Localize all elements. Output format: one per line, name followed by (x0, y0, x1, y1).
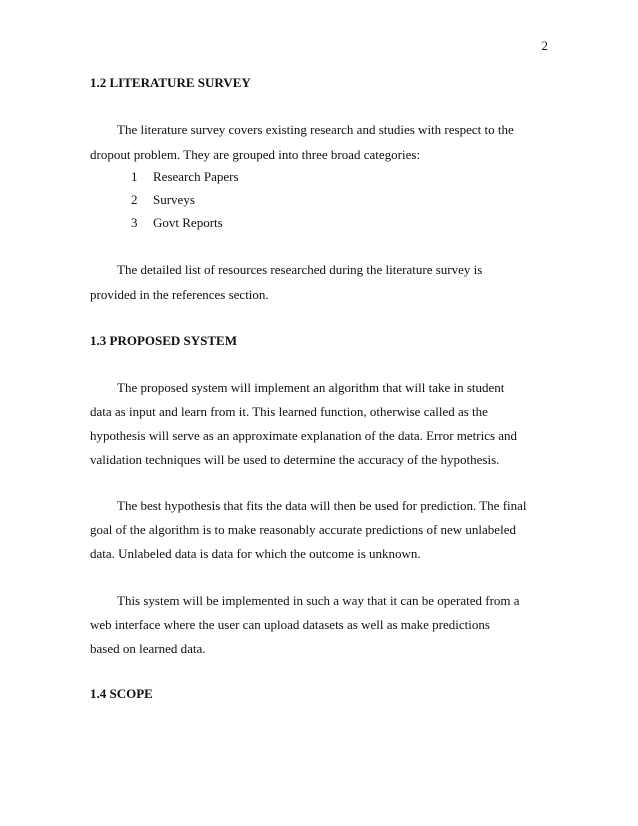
paragraph-line: The literature survey covers existing research and studies with respect to the (117, 122, 514, 137)
paragraph-line: based on learned data. (90, 641, 206, 656)
list-item-text: Research Papers (153, 169, 239, 184)
paragraph-line: data as input and learn from it. This learned function, otherwise called as the (90, 404, 488, 419)
list-item-text: Govt Reports (153, 215, 223, 230)
list-item (131, 169, 239, 185)
paragraph-line: The detailed list of resources researched during the literature survey is (117, 262, 483, 277)
paragraph-line: validation techniques will be used to determine the accuracy of the hypothesis. (90, 452, 500, 467)
section-heading-proposed-system: 1.3 PROPOSED SYSTEM (90, 333, 237, 348)
list-item (131, 192, 195, 208)
section-heading-literature-survey: 1.2 LITERATURE SURVEY (90, 75, 251, 90)
paragraph-line: data. Unlabeled data is data for which the outcome is unknown. (90, 546, 421, 561)
list-item-number: 1 (131, 169, 138, 184)
section-heading-scope: 1.4 SCOPE (90, 686, 153, 701)
list-item (131, 215, 223, 231)
paragraph-line: This system will be implemented in such a way that it can be operated from a (117, 593, 520, 608)
paragraph-line: dropout problem. They are grouped into three broad categories: (90, 147, 421, 162)
list-item-number: 2 (131, 192, 138, 207)
paragraph-line: hypothesis will serve as an approximate explanation of the data. Error metrics and (90, 428, 518, 443)
paragraph-line: The best hypothesis that fits the data will then be used for prediction. The final (117, 498, 527, 513)
paragraph-line: provided in the references section. (90, 287, 269, 302)
page-number: 2 (541, 38, 548, 53)
paragraph-line: The proposed system will implement an algorithm that will take in student (117, 380, 505, 395)
paragraph-line: web interface where the user can upload datasets as well as make predictions (90, 617, 490, 632)
paragraph-line: goal of the algorithm is to make reasonably accurate predictions of new unlabeled (90, 522, 516, 537)
list-item-number: 3 (131, 215, 138, 230)
list-item-text: Surveys (153, 192, 195, 207)
